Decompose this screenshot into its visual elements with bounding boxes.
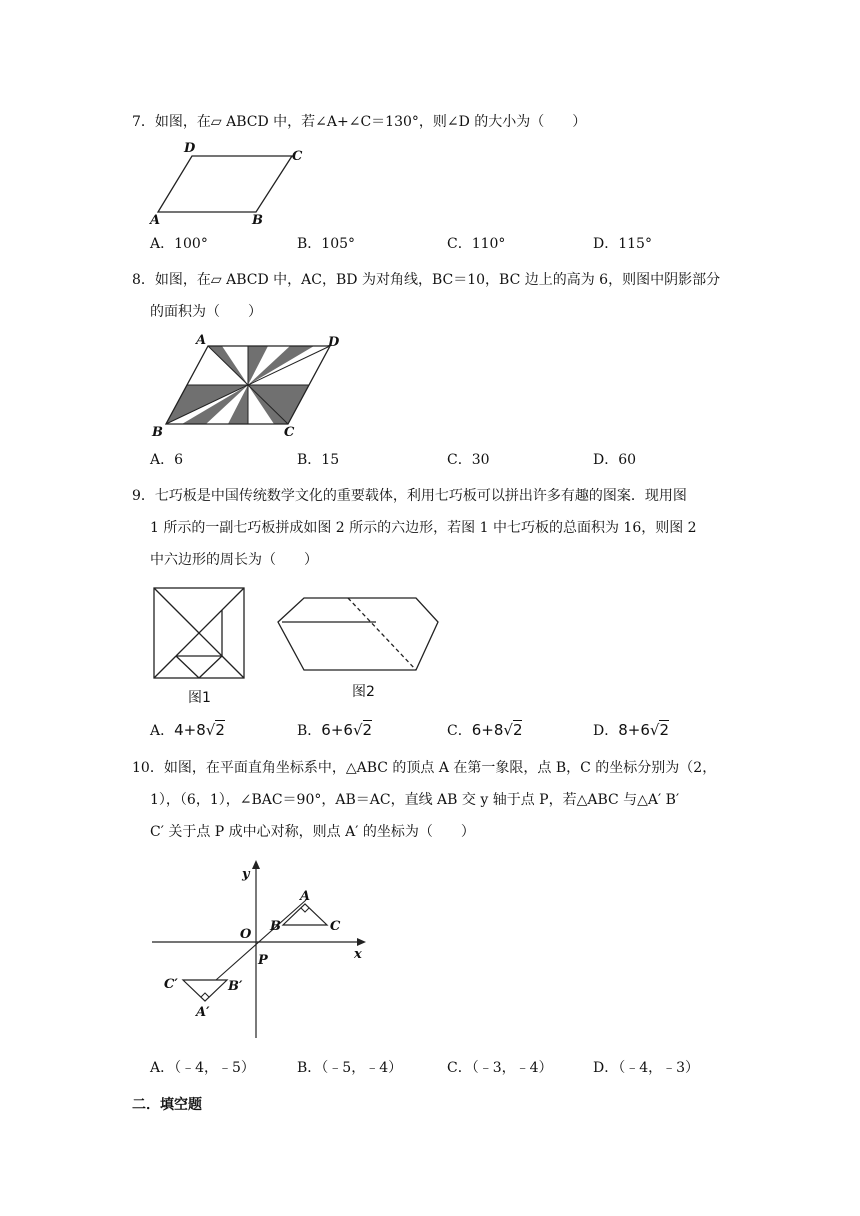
q10-label-a: A	[300, 889, 311, 904]
q7-label-b: B	[252, 213, 263, 228]
q10-coordinate-figure	[146, 852, 372, 1042]
q8-option-a[interactable]: A．6	[150, 452, 184, 468]
q9-option-d-radicand: 2	[659, 721, 669, 739]
q9-fig1-caption: 图1	[188, 690, 211, 706]
q9-option-b-letter: B．	[297, 723, 322, 739]
q9-option-c-expr: 6+8	[471, 721, 504, 739]
q7-option-a[interactable]: A．100°	[150, 236, 208, 252]
q10-label-c: C	[330, 919, 341, 934]
q9-stem-line1: 9．七巧板是中国传统数学文化的重要载体，利用七巧板可以拼出许多有趣的图案．现用图	[132, 488, 687, 504]
q8-label-d: D	[328, 335, 340, 350]
q9-option-b-expr: 6+6	[321, 721, 353, 739]
q10-label-a-prime: A′	[196, 1005, 210, 1020]
q8-option-b[interactable]: B．15	[297, 452, 340, 468]
q9-option-d[interactable]	[593, 720, 669, 741]
q8-label-c: C	[284, 425, 295, 440]
q9-option-a-letter: A．	[150, 723, 175, 739]
q10-label-o: O	[240, 927, 252, 942]
q8-stem-line2: 的面积为（ ）	[150, 304, 262, 320]
q10-option-c[interactable]: C．（﹣3，﹣4）	[447, 1060, 553, 1076]
q9-fig2-caption: 图2	[352, 684, 375, 700]
q8-label-a: A	[196, 333, 207, 348]
sqrt-icon: √	[352, 721, 363, 739]
q8-option-d[interactable]: D．60	[593, 452, 637, 468]
q8-stem-line1: 8．如图，在▱ ABCD 中，AC，BD 为对角线，BC＝10，BC 边上的高为 6，则图中阴影部分	[132, 272, 721, 288]
sqrt-icon: √	[205, 721, 216, 739]
q10-label-b: B	[270, 919, 281, 934]
q10-label-c-prime: C′	[164, 977, 178, 992]
q9-option-a[interactable]	[150, 720, 225, 741]
q10-stem-line1: 10．如图，在平面直角坐标系中，△ABC 的顶点 A 在第一象限，点 B，C 的坐标分别为（2，	[132, 760, 717, 776]
q9-stem-line3: 中六边形的周长为（ ）	[150, 552, 318, 568]
q10-option-d[interactable]: D．（﹣4，﹣3）	[593, 1060, 700, 1076]
q10-option-a[interactable]: A．（﹣4，﹣5）	[150, 1060, 255, 1076]
q10-option-b[interactable]: B．（﹣5，﹣4）	[297, 1060, 403, 1076]
q9-option-b[interactable]	[297, 720, 372, 741]
q8-label-b: B	[152, 425, 163, 440]
sqrt-icon: √	[503, 721, 513, 739]
q8-option-c[interactable]: C．30	[447, 452, 490, 468]
section-heading: 二．填空题	[132, 1097, 202, 1113]
q9-option-c-letter: C．	[447, 723, 472, 739]
q9-option-d-letter: D．	[593, 723, 619, 739]
q9-option-a-radicand: 2	[215, 721, 225, 739]
q9-tangram-figure	[146, 580, 442, 710]
q9-option-c-radicand: 2	[512, 721, 523, 739]
q8-parallelogram-figure	[146, 332, 346, 440]
q9-option-b-radicand: 2	[362, 721, 373, 739]
q10-label-p: P	[258, 953, 268, 968]
q7-stem: 7．如图，在▱ ABCD 中，若∠A+∠C＝130°，则∠D 的大小为（ ）	[132, 114, 587, 130]
q9-option-a-expr: 4+8	[174, 721, 206, 739]
q7-option-d[interactable]: D．115°	[593, 236, 652, 252]
q7-parallelogram-figure	[146, 138, 306, 228]
q9-option-d-expr: 8+6	[618, 721, 650, 739]
q10-stem-line3: C′ 关于点 P 成中心对称，则点 A′ 的坐标为（ ）	[150, 824, 475, 840]
q7-label-c: C	[292, 149, 303, 164]
q7-option-b[interactable]: B．105°	[297, 236, 356, 252]
sqrt-icon: √	[649, 721, 660, 739]
q9-stem-line2: 1 所示的一副七巧板拼成如图 2 所示的六边形，若图 1 中七巧板的总面积为 16，则图 2	[150, 520, 697, 536]
q9-option-c[interactable]	[447, 720, 522, 741]
q10-label-b-prime: B′	[228, 979, 243, 994]
q7-label-a: A	[150, 213, 161, 228]
q7-option-c[interactable]: C．110°	[447, 236, 506, 252]
q10-label-y: y	[242, 867, 250, 882]
q10-stem-line2: 1），（6，1），∠BAC＝90°，AB＝AC，直线 AB 交 y 轴于点 P，若△ABC 与△A′ B′	[150, 792, 680, 808]
q7-label-d: D	[184, 141, 196, 156]
q10-label-x: x	[354, 947, 362, 962]
